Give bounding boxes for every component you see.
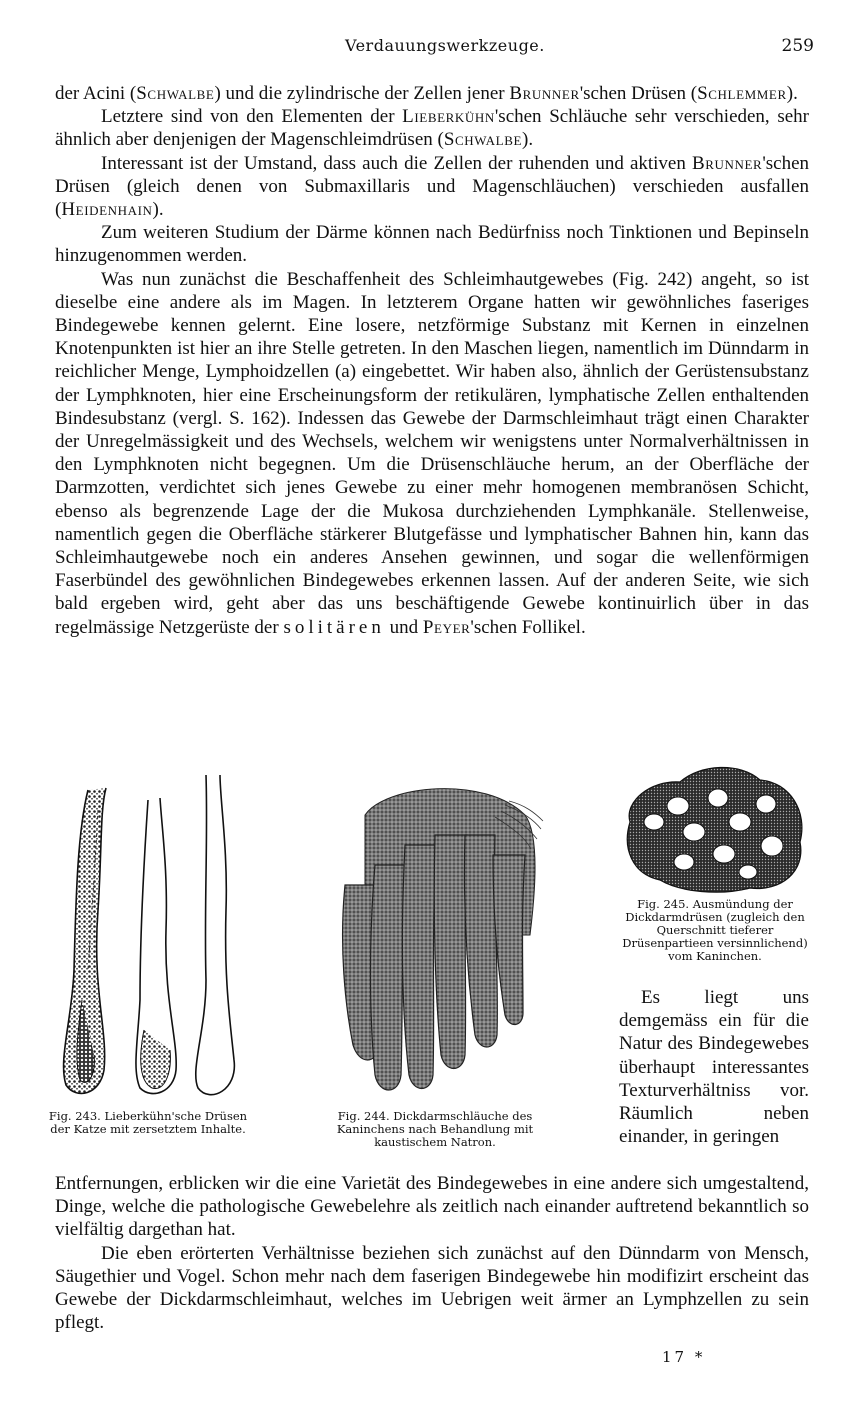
wrapped-text-column bbox=[619, 986, 809, 1148]
author-name: Brunner bbox=[509, 83, 580, 104]
colon-tubules-illustration bbox=[325, 775, 545, 1105]
paragraph-1: der Acini (Schwalbe) und die zylindrische der Zellen jener Brunner'schen Drüsen (Schlemmer). bbox=[55, 83, 798, 104]
page-number: 259 bbox=[781, 36, 814, 56]
author-name: Schwalbe bbox=[443, 129, 523, 151]
author-name: Schlemmer bbox=[697, 83, 787, 104]
paragraph-6-start: Es liegt uns demgemäss ein für die Natur des Bindegewebes überhaupt interessantes Texturverhältniss vor. Räumlich neben einander, in geringen bbox=[619, 987, 809, 1148]
paragraph-6-continuation: Entfernungen, erblicken wir die eine Varietät des Bindegewebes in eine andere sich umgestaltend, Dinge, welche die pathologische Gewebelehre als zeitlich nach einander auftretend bekanntlich so vielfältig dargethan hat. bbox=[55, 1173, 809, 1241]
running-head bbox=[0, 36, 860, 60]
main-text bbox=[55, 82, 809, 639]
colon-gland-openings-illustration bbox=[620, 762, 810, 897]
paragraph-4: Zum weiteren Studium der Därme können nach Bedürfniss noch Tinktionen und Bepinseln hinzugenommen werden. bbox=[55, 222, 809, 267]
lower-text bbox=[55, 1172, 809, 1334]
figure-243-caption: Fig. 243. Lieberkühn'sche Drüsen der Katze mit zersetztem Inhalte. bbox=[48, 1109, 248, 1136]
running-head-title: Verdauungswerkzeuge. bbox=[345, 36, 545, 55]
emphasis-spaced: solitären bbox=[283, 616, 385, 638]
paragraph-2: Letztere sind von den Elementen der Lieberkühn'schen Schläuche sehr verschieden, sehr ähnlich aber denjenigen der Magenschleimdrüsen (Schwalbe). bbox=[55, 106, 809, 151]
lieberkuehn-glands-illustration bbox=[48, 770, 248, 1110]
figure-245 bbox=[620, 762, 810, 962]
author-name: Heidenhain bbox=[61, 199, 153, 221]
figure-244 bbox=[325, 775, 545, 1149]
author-name: Lieberkühn bbox=[402, 106, 495, 128]
figure-245-caption: Fig. 245. Ausmündung der Dickdarmdrüsen (zugleich den Querschnitt tieferer Drüsenpartieen versinnlichend) vom Kaninchen. bbox=[622, 897, 808, 963]
author-name: Schwalbe bbox=[136, 83, 215, 104]
paragraph-5: Was nun zunächst die Beschaffenheit des Schleimhautgewebes (Fig. 242) angeht, so ist dieselbe eine andere als im Magen. In letzterem Organe hatten wir gewöhnliches faseriges Bindegewebe kennen gelernt. Eine losere, netzförmige Substanz mit Kernen in einzelnen Knotenpunkten ist hier an ihre Stelle getreten. In den Maschen liegen, namentlich im Dünndarm in reichlicher Menge, Lymphoidzellen (a) eingebettet. Wir haben also, ähnlich der Gerüstensubstanz der Lymphknoten, hier eine Erscheinungsform der retikulären, lymphatische Zellen enthaltenden Bindesubstanz (vergl. S. 162). Indessen das Gewebe der Darmschleimhaut trägt einen Charakter der Unregelmässigkeit und des Wechsels, welchem wir wenigstens unter Normalverhältnissen in den Lymphknoten nicht begegnen. Um die Drüsenschläuche herum, an der Oberfläche der Darmzotten, verdichtet sich jenes Gewebe zu einer mehr homogenen membranösen Schicht, ebenso als begrenzende Lage der die Mukosa durchziehenden Lymphkanäle. Stellenweise, namentlich gegen die Oberfläche stärkerer Blutgefässe und lymphatischer Bahnen hin, kann das Schleimhautgewebe noch ein anderes Ansehen gewinnen, und sogar die wellenförmigen Faserbündel des gewöhnlichen Bindegewebes erkennen lassen. Auf der anderen Seite, wie sich bald ergeben wird, geht aber das uns beschäftigende Gewebe kontinuirlich über in das regelmässige Netzgerüste der solitären und Peyer'schen Follikel. bbox=[55, 268, 809, 638]
author-name: Peyer bbox=[422, 616, 471, 638]
figure-243 bbox=[48, 770, 248, 1136]
signature-mark: 17 * bbox=[662, 1348, 706, 1366]
figure-244-caption: Fig. 244. Dickdarmschläuche des Kaninchens nach Behandlung mit kaustischem Natron. bbox=[336, 1109, 534, 1149]
paragraph-3: Interessant ist der Umstand, dass auch die Zellen der ruhenden und aktiven Brunner'schen Drüsen (gleich denen von Submaxillaris und Magenschläuchen) verschieden ausfallen (Heidenhain). bbox=[55, 152, 809, 221]
author-name: Brunner bbox=[691, 152, 763, 174]
paragraph-7: Die eben erörterten Verhältnisse beziehen sich zunächst auf den Dünndarm von Mensch, Säugethier und Vogel. Schon mehr nach dem faserigen Bindegewebe hin modifizirt erscheint das Gewebe der Dickdarmschleimhaut, welches im Uebrigen weit ärmer an Lymphzellen zu sein pflegt. bbox=[55, 1242, 809, 1334]
